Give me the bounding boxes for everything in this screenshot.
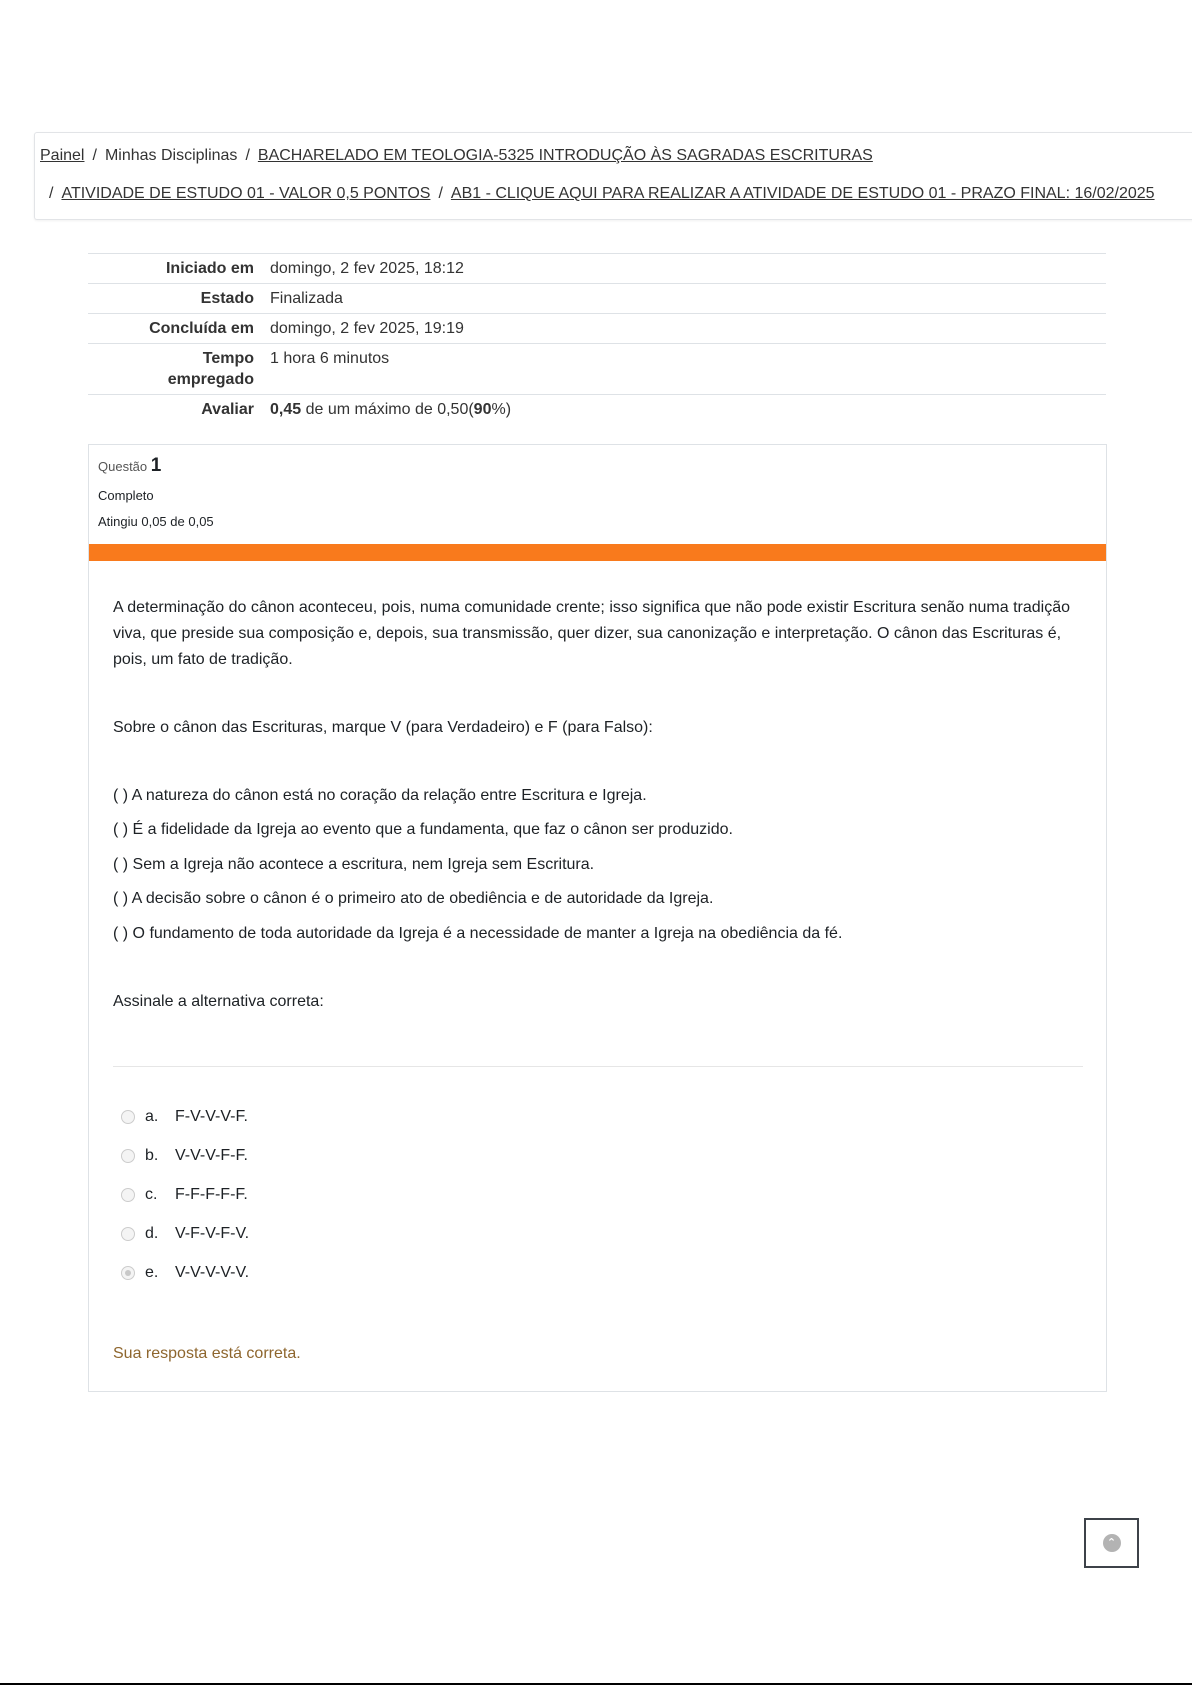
question-state: Completo — [98, 488, 154, 503]
summary-row-completed — [88, 314, 1106, 344]
summary-value: 1 hora 6 minutos — [262, 344, 1106, 395]
summary-row-started — [88, 254, 1106, 284]
summary-label: Iniciado em — [88, 254, 262, 284]
back-to-top-button[interactable] — [1084, 1518, 1139, 1568]
summary-row-state — [88, 284, 1106, 314]
statement-item: ( ) A natureza do cânon está no coração da relação entre Escritura e Igreja. — [113, 787, 647, 804]
option-text: V-V-V-F-F. — [175, 1147, 248, 1165]
summary-value: Finalizada — [262, 284, 1106, 314]
breadcrumb-separator: / — [49, 185, 54, 202]
summary-value — [262, 395, 1106, 425]
radio-button[interactable] — [121, 1110, 135, 1124]
grade-percent: 90 — [473, 401, 492, 418]
option-letter: e. — [145, 1263, 159, 1281]
question-number-value: 1 — [150, 455, 162, 476]
breadcrumb-course[interactable]: BACHARELADO EM TEOLOGIA-5325 INTRODUÇÃO ÀS SAGRADAS ESCRITURAS — [257, 147, 873, 164]
option-text: V-V-V-V-V. — [175, 1263, 250, 1281]
radio-button-selected[interactable] — [121, 1266, 135, 1280]
breadcrumb-painel[interactable]: Painel — [40, 147, 85, 164]
option-letter: b. — [145, 1147, 159, 1165]
summary-value: domingo, 2 fev 2025, 18:12 — [262, 254, 1106, 284]
summary-label-part: empregado — [167, 371, 254, 388]
breadcrumb-separator: / — [438, 185, 443, 202]
grade-score: 0,45 — [270, 401, 302, 418]
answer-option-c[interactable] — [121, 1176, 249, 1215]
breadcrumb-minhas-disciplinas: Minhas Disciplinas — [104, 147, 238, 164]
summary-row-grade — [88, 395, 1106, 425]
answer-option-d[interactable] — [121, 1214, 249, 1253]
radio-button[interactable] — [121, 1227, 135, 1241]
grade-text: %) — [491, 401, 512, 418]
statement-item: ( ) É a fidelidade da Igreja ao evento que a fundamenta, que faz o cânon ser produzido. — [113, 821, 733, 839]
question-intro: A determinação do cânon aconteceu, pois, numa comunidade crente; isso significa que não pode existir Escritura senão numa tradição viva, que preside sua composição e, depois, sua transmissão, quer dizer, sua canonização e interpretação. O cânon das Escrituras é, pois, um fato de tradição. — [113, 599, 1071, 668]
radio-button[interactable] — [121, 1149, 135, 1163]
statement-list — [113, 783, 1083, 955]
breadcrumb-separator: / — [245, 147, 250, 164]
summary-label: Avaliar — [88, 395, 262, 425]
summary-label: Estado — [88, 284, 262, 314]
summary-label: Concluída em — [88, 314, 262, 344]
summary-label — [88, 344, 262, 395]
option-letter: c. — [145, 1185, 158, 1203]
question-info — [98, 455, 214, 540]
summary-label-part: Tempo — [202, 350, 254, 367]
question-prompt: Sobre o cânon das Escrituras, marque V (para Verdadeiro) e F (para Falso): — [113, 719, 653, 736]
breadcrumb-quiz[interactable]: AB1 - CLIQUE AQUI PARA REALIZAR A ATIVIDADE DE ESTUDO 01 - PRAZO FINAL: 16/02/2025 — [450, 185, 1155, 202]
question-accent-bar — [89, 544, 1106, 561]
breadcrumb — [34, 132, 1192, 220]
option-text: F-F-F-F-F. — [175, 1185, 248, 1203]
question-mark: Atingiu 0,05 de 0,05 — [98, 514, 214, 529]
radio-button[interactable] — [121, 1188, 135, 1202]
question-text — [113, 595, 1083, 1015]
breadcrumb-separator: / — [92, 147, 97, 164]
question-number — [98, 455, 214, 477]
statement-item: ( ) Sem a Igreja não acontece a escritura, nem Igreja sem Escritura. — [113, 855, 595, 873]
statement-item: ( ) A decisão sobre o cânon é o primeiro ato de obediência e de autoridade da Igreja. — [113, 890, 714, 908]
answer-option-e[interactable] — [121, 1253, 249, 1292]
answer-option-b[interactable] — [121, 1137, 249, 1176]
grade-text: de um máximo de 0,50( — [301, 401, 474, 418]
option-letter: a. — [145, 1108, 159, 1126]
option-text: F-V-V-V-F. — [175, 1108, 248, 1126]
option-text: V-F-V-F-V. — [175, 1224, 250, 1242]
summary-row-time — [88, 344, 1106, 395]
divider — [113, 1066, 1083, 1067]
option-letter: d. — [145, 1224, 159, 1242]
question-instruction: Assinale a alternativa correta: — [113, 992, 324, 1010]
question-label: Questão — [98, 459, 148, 474]
attempt-summary-table — [88, 253, 1106, 424]
question-card — [88, 444, 1107, 1392]
answer-options — [121, 1098, 249, 1292]
statement-item: ( ) O fundamento de toda autoridade da Igreja é a necessidade de manter a Igreja na obediência da fé. — [113, 924, 843, 942]
answer-option-a[interactable] — [121, 1098, 249, 1137]
chevron-up-circle-icon: ⌃ — [1103, 1534, 1121, 1552]
answer-feedback: Sua resposta está correta. — [113, 1345, 301, 1362]
breadcrumb-activity[interactable]: ATIVIDADE DE ESTUDO 01 - VALOR 0,5 PONTOS — [61, 185, 431, 202]
summary-value: domingo, 2 fev 2025, 19:19 — [262, 314, 1106, 344]
